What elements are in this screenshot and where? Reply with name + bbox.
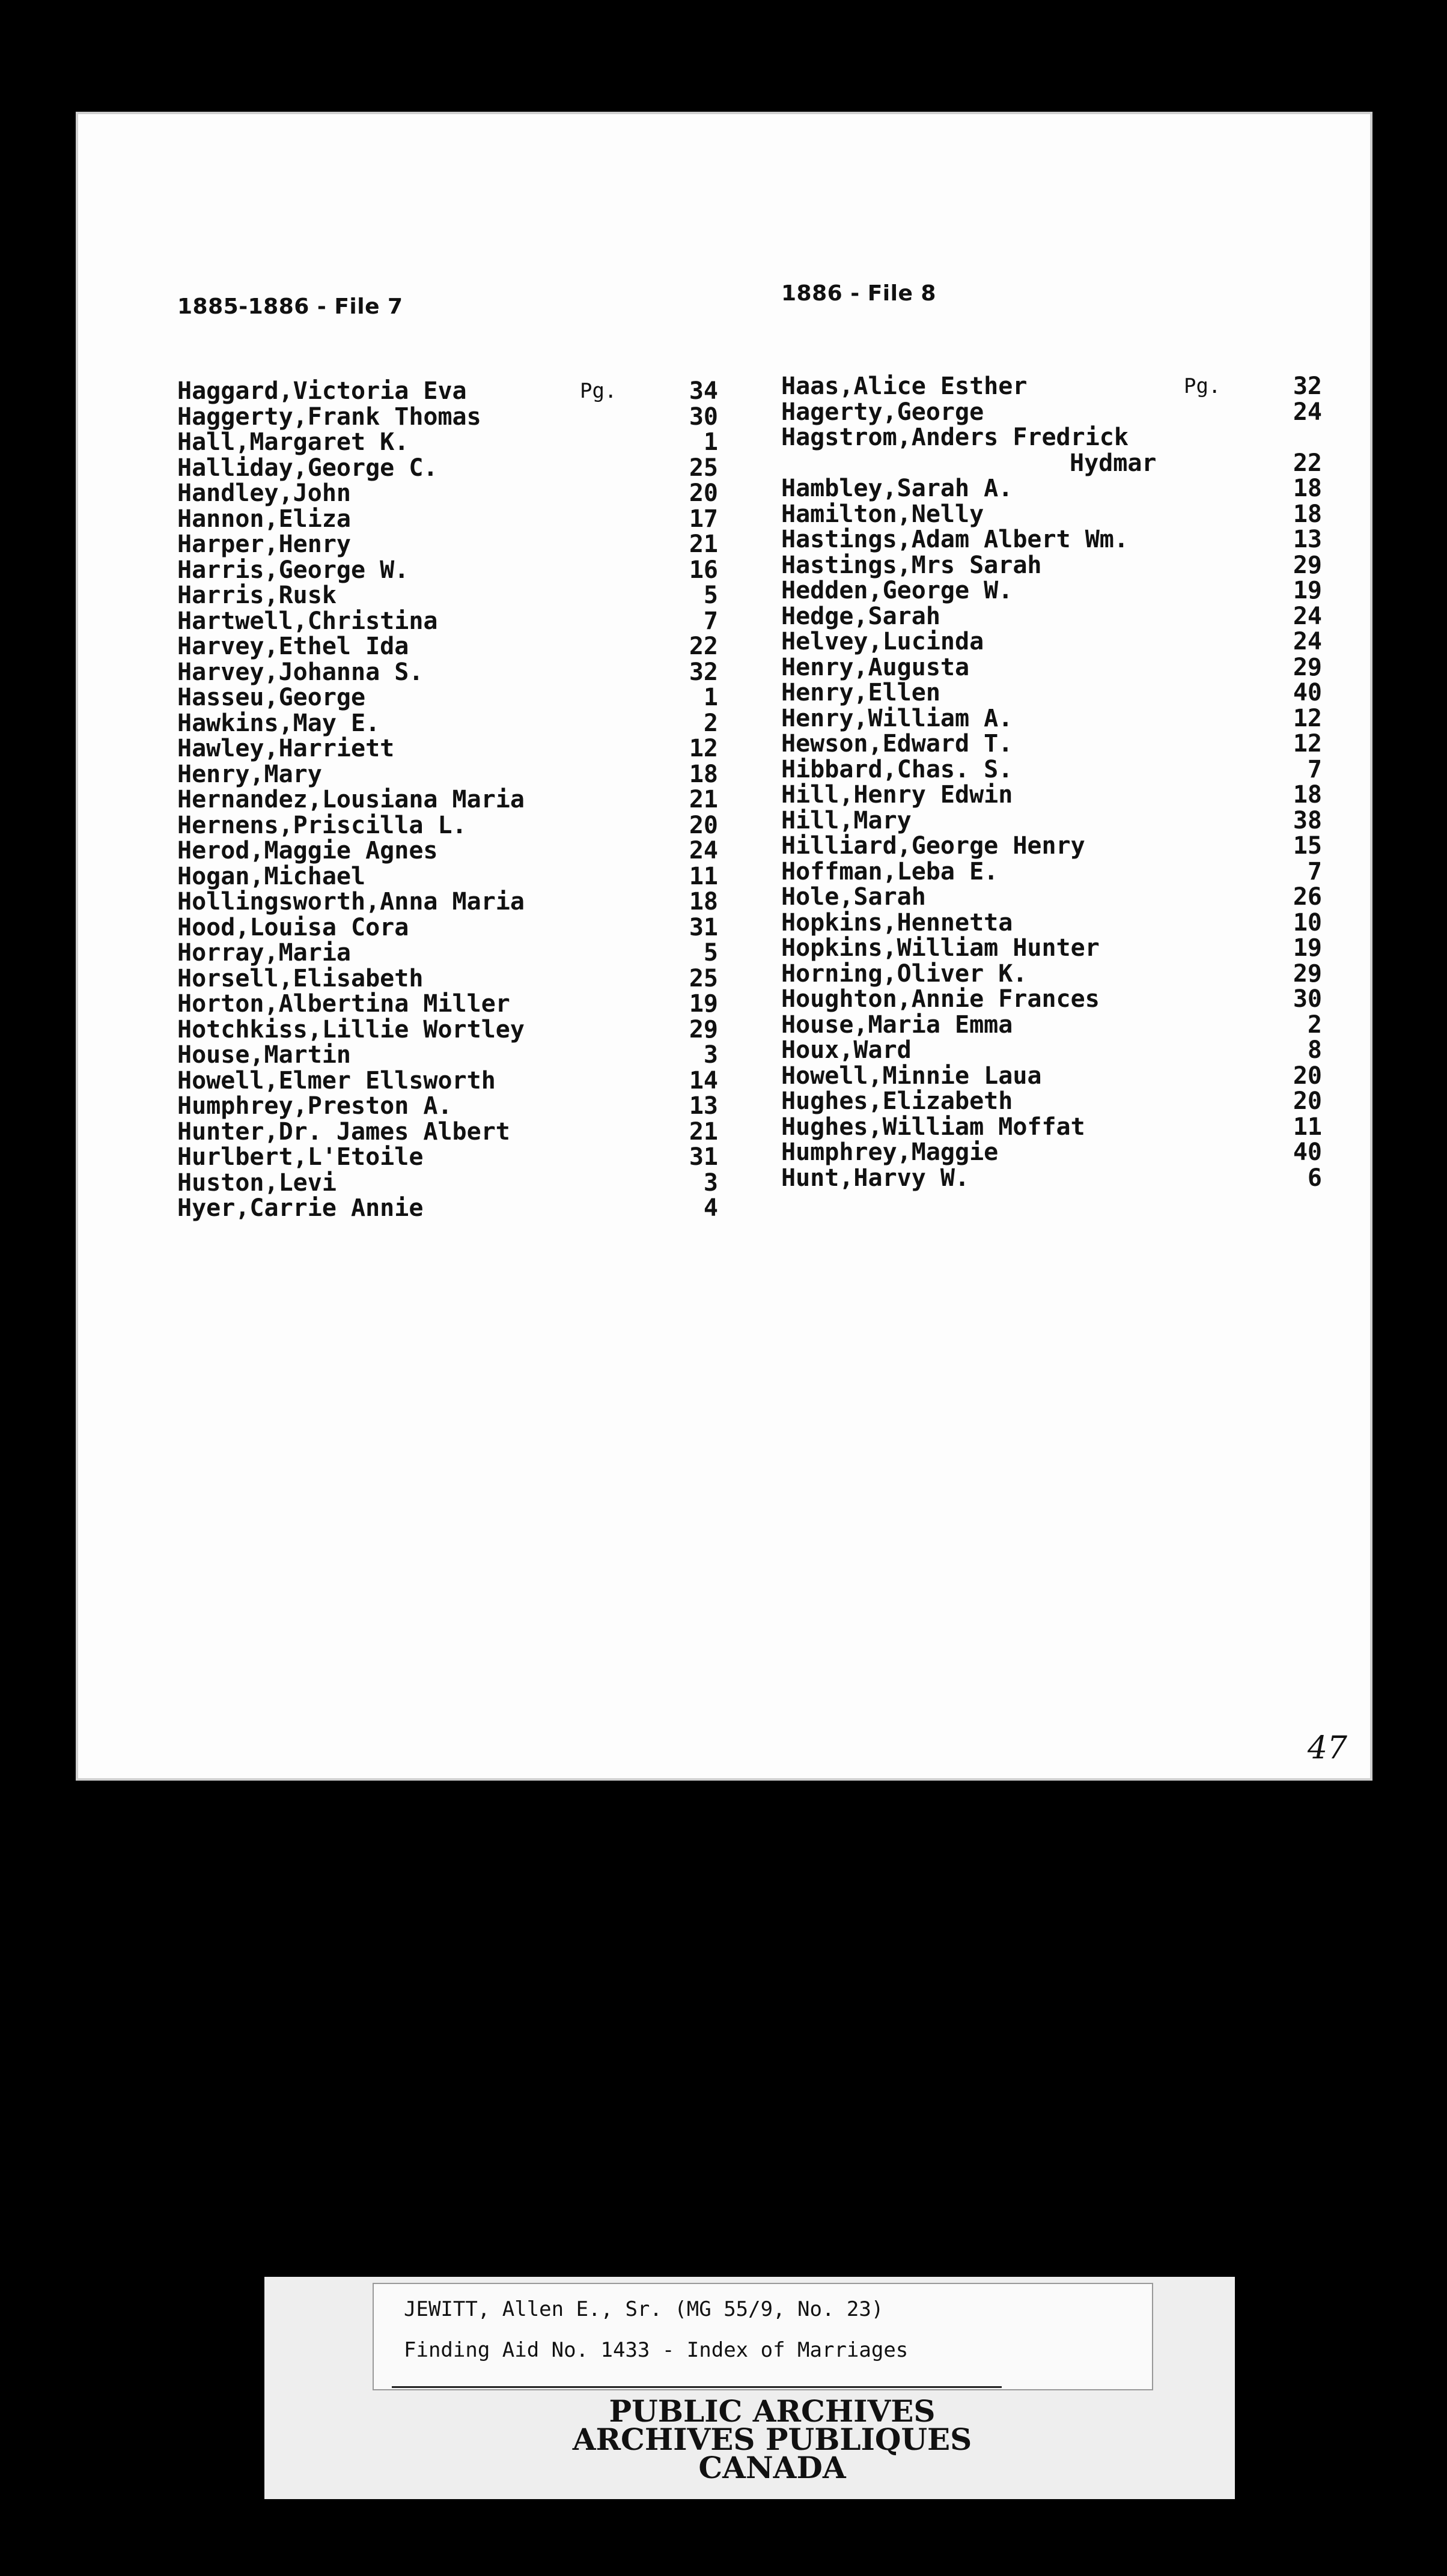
entry-name: Harvey,Ethel Ida bbox=[177, 633, 409, 660]
index-entry bbox=[781, 1140, 1376, 1165]
entry-name: Hedge,Sarah bbox=[781, 602, 940, 630]
entry-page-number: 12 bbox=[1293, 704, 1322, 732]
entry-page-number: 11 bbox=[1293, 1113, 1322, 1141]
entry-name: Hopkins,Hennetta bbox=[781, 908, 1013, 937]
index-entry bbox=[177, 915, 778, 941]
index-entry bbox=[177, 736, 778, 762]
left-column-header: 1885-1886 - File 7 bbox=[177, 294, 403, 319]
stamp-line-3: CANADA bbox=[698, 2450, 846, 2485]
entry-name: Hill,Henry Edwin bbox=[781, 781, 1013, 809]
entry-page-number: 18 bbox=[689, 888, 718, 916]
entry-page-number: 20 bbox=[1293, 1062, 1322, 1090]
index-entry bbox=[177, 583, 778, 609]
entry-page-number: 7 bbox=[703, 607, 718, 635]
entry-name: Harper,Henry bbox=[177, 530, 351, 558]
entry-page-number: 31 bbox=[689, 1143, 718, 1171]
entry-page-number: 7 bbox=[1307, 755, 1322, 783]
index-entry bbox=[781, 1012, 1376, 1038]
entry-page-number: 1 bbox=[703, 428, 718, 456]
index-entry bbox=[177, 634, 778, 660]
index-entry bbox=[781, 808, 1376, 834]
entry-name: Hasseu,George bbox=[177, 684, 366, 711]
entry-page-number: 5 bbox=[703, 582, 718, 609]
entry-name: Howell,Minnie Laua bbox=[781, 1062, 1042, 1090]
entry-page-number: 2 bbox=[1307, 1010, 1322, 1039]
entry-page-number: 2 bbox=[703, 709, 718, 737]
index-entry bbox=[177, 1017, 778, 1043]
index-entry bbox=[781, 833, 1376, 859]
entry-name: Hughes,William Moffat bbox=[781, 1113, 1085, 1141]
index-entry bbox=[177, 660, 778, 685]
entry-page-number: 29 bbox=[689, 1015, 718, 1043]
index-entry bbox=[177, 864, 778, 890]
entry-page-number: 10 bbox=[1293, 908, 1322, 937]
entry-page-number: 18 bbox=[1293, 781, 1322, 809]
entry-page-number: 7 bbox=[1307, 857, 1322, 886]
index-entry bbox=[781, 731, 1376, 757]
entry-name: Haggerty,Frank Thomas bbox=[177, 402, 481, 431]
index-entry bbox=[177, 762, 778, 788]
entry-name: Hernens,Priscilla L. bbox=[177, 811, 467, 839]
entry-name: Henry,Augusta bbox=[781, 653, 970, 681]
entry-name: Hernandez,Lousiana Maria bbox=[177, 786, 525, 813]
index-entry bbox=[781, 884, 1376, 910]
document-page bbox=[78, 114, 1370, 1778]
entry-name: Houghton,Annie Frances bbox=[781, 985, 1100, 1013]
entry-page-number: 25 bbox=[689, 964, 718, 992]
entry-page-number: 20 bbox=[1293, 1087, 1322, 1115]
entry-page-number: 40 bbox=[1293, 679, 1322, 706]
entry-page-number: 15 bbox=[1293, 832, 1322, 860]
entry-name: Huston,Levi bbox=[177, 1168, 337, 1197]
entry-page-number: 22 bbox=[1293, 449, 1322, 477]
entry-page-number: 20 bbox=[689, 811, 718, 839]
index-entry bbox=[781, 1114, 1376, 1140]
entry-page-number: 24 bbox=[689, 837, 718, 864]
entry-page-number: 18 bbox=[1293, 475, 1322, 502]
entry-name: Humphrey,Preston A. bbox=[177, 1092, 452, 1120]
right-index-list bbox=[781, 374, 1376, 1191]
index-entry bbox=[177, 557, 778, 583]
entry-page-number: 13 bbox=[1293, 526, 1322, 553]
entry-name: Hopkins,William Hunter bbox=[781, 934, 1100, 962]
index-entry bbox=[177, 991, 778, 1017]
index-entry bbox=[177, 1042, 778, 1068]
entry-name: Hunter,Dr. James Albert bbox=[177, 1117, 510, 1146]
label-line-2: Finding Aid No. 1433 - Index of Marriages bbox=[404, 2338, 909, 2362]
index-entry bbox=[177, 685, 778, 711]
page-number: 47 bbox=[1307, 1730, 1347, 1766]
entry-page-number: 12 bbox=[1293, 730, 1322, 758]
left-index-list bbox=[177, 378, 778, 1221]
finding-aid-label bbox=[373, 2283, 1153, 2390]
entry-page-number: 30 bbox=[689, 402, 718, 431]
entry-page-number: 24 bbox=[1293, 628, 1322, 655]
entry-name: Henry,William A. bbox=[781, 704, 1013, 732]
index-entry bbox=[781, 399, 1376, 425]
index-entry bbox=[781, 476, 1376, 502]
entry-page-number: 6 bbox=[1307, 1164, 1322, 1192]
entry-name: Hotchkiss,Lillie Wortley bbox=[177, 1015, 525, 1043]
index-entry bbox=[781, 706, 1376, 732]
index-entry bbox=[177, 787, 778, 813]
entry-page-number: 3 bbox=[703, 1041, 718, 1069]
index-entry bbox=[177, 378, 778, 404]
entry-page-number: 18 bbox=[1293, 500, 1322, 528]
index-entry bbox=[781, 782, 1376, 808]
entry-page-number: 25 bbox=[689, 454, 718, 482]
entry-name: Hood,Louisa Cora bbox=[177, 913, 409, 941]
entry-name: Hewson,Edward T. bbox=[781, 730, 1013, 758]
entry-page-number: 16 bbox=[689, 556, 718, 584]
entry-page-number: 14 bbox=[689, 1066, 718, 1095]
entry-name: Hagerty,George bbox=[781, 398, 984, 426]
index-entry bbox=[177, 481, 778, 506]
entry-name: Hurlbert,L'Etoile bbox=[177, 1143, 424, 1171]
index-entry bbox=[177, 838, 778, 864]
index-entry bbox=[781, 1089, 1376, 1114]
entry-name: Hibbard,Chas. S. bbox=[781, 755, 1013, 783]
entry-name: Horray,Maria bbox=[177, 939, 351, 967]
entry-name: Harris,George W. bbox=[177, 556, 409, 584]
entry-name: Hedden,George W. bbox=[781, 577, 1013, 604]
entry-name: Humphrey,Maggie bbox=[781, 1138, 999, 1166]
index-entry bbox=[177, 506, 778, 532]
entry-name: Halliday,George C. bbox=[177, 454, 438, 482]
entry-name: Henry,Ellen bbox=[781, 679, 940, 706]
entry-page-number: 40 bbox=[1293, 1138, 1322, 1166]
entry-page-number: 21 bbox=[689, 786, 718, 813]
entry-name: Houx,Ward bbox=[781, 1036, 912, 1064]
index-entry bbox=[177, 1144, 778, 1170]
entry-name: Haggard,Victoria Eva bbox=[177, 377, 467, 405]
entry-name: Handley,John bbox=[177, 479, 351, 507]
index-entry bbox=[177, 609, 778, 634]
pg-label: Pg. bbox=[580, 379, 617, 403]
index-entry bbox=[781, 374, 1376, 399]
entry-page-number: 19 bbox=[1293, 934, 1322, 962]
index-entry bbox=[781, 553, 1376, 579]
entry-page-number: 22 bbox=[689, 633, 718, 660]
entry-name-continuation: Hydmar bbox=[1070, 449, 1157, 477]
entry-page-number: 29 bbox=[1293, 551, 1322, 579]
entry-name: Hastings,Mrs Sarah bbox=[781, 551, 1042, 579]
entry-page-number: 12 bbox=[689, 735, 718, 762]
entry-page-number: 30 bbox=[1293, 985, 1322, 1013]
index-entry bbox=[781, 451, 1376, 476]
right-column-header: 1886 - File 8 bbox=[781, 281, 936, 306]
index-entry bbox=[781, 757, 1376, 783]
entry-name: Hagstrom,Anders Fredrick bbox=[781, 424, 1129, 451]
index-entry bbox=[177, 940, 778, 966]
entry-name: Horton,Albertina Miller bbox=[177, 990, 510, 1018]
entry-page-number: 3 bbox=[703, 1168, 718, 1197]
index-entry bbox=[177, 966, 778, 992]
entry-page-number: 26 bbox=[1293, 883, 1322, 911]
index-entry bbox=[781, 986, 1376, 1012]
index-entry bbox=[781, 655, 1376, 681]
entry-name: Hawkins,May E. bbox=[177, 709, 380, 737]
entry-page-number: 4 bbox=[703, 1194, 718, 1222]
entry-page-number: 11 bbox=[689, 862, 718, 890]
entry-page-number: 21 bbox=[689, 530, 718, 558]
entry-page-number: 24 bbox=[1293, 398, 1322, 426]
entry-page-number: 34 bbox=[689, 377, 718, 405]
entry-page-number: 38 bbox=[1293, 806, 1322, 834]
index-entry bbox=[177, 1119, 778, 1145]
entry-page-number: 20 bbox=[689, 479, 718, 507]
index-entry bbox=[177, 1170, 778, 1196]
archives-stamp bbox=[397, 2393, 1148, 2485]
index-entry bbox=[781, 1165, 1376, 1191]
entry-page-number: 19 bbox=[1293, 577, 1322, 604]
entry-name: Hannon,Eliza bbox=[177, 505, 351, 533]
index-entry bbox=[781, 1063, 1376, 1089]
entry-page-number: 29 bbox=[1293, 959, 1322, 988]
entry-page-number: 17 bbox=[689, 505, 718, 533]
index-entry bbox=[781, 859, 1376, 885]
entry-name: Hyer,Carrie Annie bbox=[177, 1194, 424, 1222]
index-entry bbox=[177, 813, 778, 839]
entry-page-number: 21 bbox=[689, 1117, 718, 1146]
entry-page-number: 31 bbox=[689, 913, 718, 941]
entry-name: Howell,Elmer Ellsworth bbox=[177, 1066, 496, 1095]
index-entry bbox=[177, 532, 778, 557]
entry-page-number: 24 bbox=[1293, 602, 1322, 630]
entry-page-number: 18 bbox=[689, 760, 718, 788]
index-entry bbox=[781, 680, 1376, 706]
entry-name: House,Martin bbox=[177, 1041, 351, 1069]
label-rule bbox=[392, 2386, 1002, 2388]
index-entry bbox=[781, 425, 1376, 451]
entry-name: Hartwell,Christina bbox=[177, 607, 438, 635]
entry-name: Harvey,Johanna S. bbox=[177, 658, 424, 686]
index-entry bbox=[781, 935, 1376, 961]
entry-name: Harris,Rusk bbox=[177, 582, 337, 609]
entry-name: Horning,Oliver K. bbox=[781, 959, 1028, 988]
entry-name: Hilliard,George Henry bbox=[781, 832, 1085, 860]
entry-name: Helvey,Lucinda bbox=[781, 628, 984, 655]
entry-page-number: 29 bbox=[1293, 653, 1322, 681]
entry-name: Hughes,Elizabeth bbox=[781, 1087, 1013, 1115]
entry-name: Hambley,Sarah A. bbox=[781, 475, 1013, 502]
index-entry bbox=[177, 455, 778, 481]
entry-name: Hill,Mary bbox=[781, 806, 912, 834]
entry-name: Horsell,Elisabeth bbox=[177, 964, 424, 992]
entry-name: Hall,Margaret K. bbox=[177, 428, 409, 456]
entry-page-number: 13 bbox=[689, 1092, 718, 1120]
entry-name: Hamilton,Nelly bbox=[781, 500, 984, 528]
stamp-line-2: ARCHIVES PUBLIQUES bbox=[572, 2422, 972, 2457]
index-entry bbox=[177, 430, 778, 455]
entry-page-number: 8 bbox=[1307, 1036, 1322, 1064]
entry-name: Hunt,Harvy W. bbox=[781, 1164, 970, 1192]
entry-name: Hastings,Adam Albert Wm. bbox=[781, 526, 1129, 553]
entry-page-number: 19 bbox=[689, 990, 718, 1018]
label-line-1: JEWITT, Allen E., Sr. (MG 55/9, No. 23) bbox=[404, 2297, 884, 2321]
index-entry bbox=[177, 1093, 778, 1119]
entry-page-number: 32 bbox=[689, 658, 718, 686]
entry-name: Henry,Mary bbox=[177, 760, 322, 788]
index-entry bbox=[781, 527, 1376, 553]
index-entry bbox=[177, 1068, 778, 1094]
index-entry bbox=[177, 711, 778, 737]
index-entry bbox=[781, 604, 1376, 630]
entry-page-number: 1 bbox=[703, 684, 718, 711]
stamp-line-1: PUBLIC ARCHIVES bbox=[609, 2393, 936, 2429]
entry-name: Hollingsworth,Anna Maria bbox=[177, 888, 525, 916]
entry-name: House,Maria Emma bbox=[781, 1010, 1013, 1039]
index-entry bbox=[177, 404, 778, 430]
entry-name: Herod,Maggie Agnes bbox=[177, 837, 438, 864]
index-entry bbox=[781, 629, 1376, 655]
index-entry bbox=[781, 578, 1376, 604]
entry-name: Hawley,Harriett bbox=[177, 735, 395, 762]
index-entry bbox=[781, 1037, 1376, 1063]
entry-page-number: 32 bbox=[1293, 372, 1322, 400]
entry-name: Hole,Sarah bbox=[781, 883, 926, 911]
index-entry bbox=[177, 1195, 778, 1221]
index-entry bbox=[177, 889, 778, 915]
entry-page-number: 5 bbox=[703, 939, 718, 967]
entry-name: Haas,Alice Esther bbox=[781, 372, 1028, 400]
pg-label: Pg. bbox=[1184, 374, 1221, 398]
index-entry bbox=[781, 502, 1376, 527]
entry-name: Hoffman,Leba E. bbox=[781, 857, 999, 886]
index-entry bbox=[781, 961, 1376, 987]
index-entry bbox=[781, 910, 1376, 936]
entry-name: Hogan,Michael bbox=[177, 862, 366, 890]
